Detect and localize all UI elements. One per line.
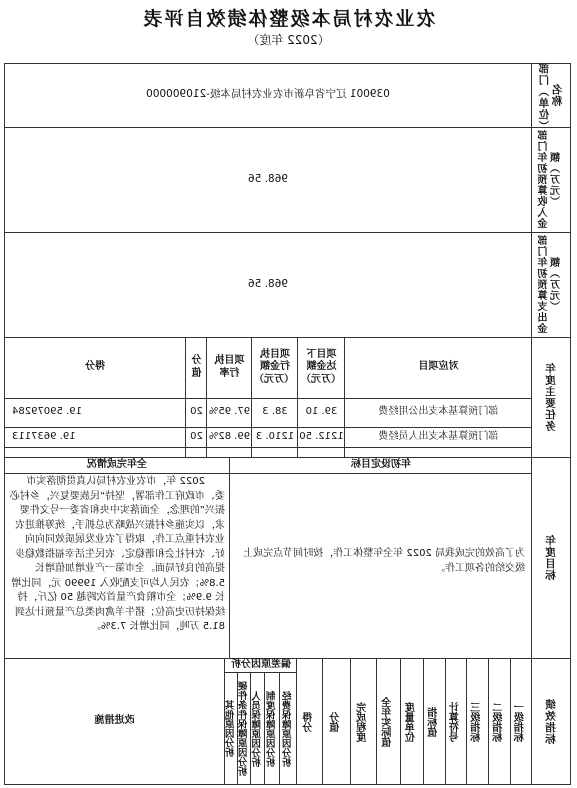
- form-title: 农业农村局本级整体绩效自评表: [141, 8, 436, 30]
- indicator-header-deviation: 偏差原因分析: [231, 658, 291, 670]
- tasks-header-budget: 项目下达金额（万元）: [301, 348, 341, 385]
- task-row-project: 部门预算基本支出公用经费: [378, 406, 499, 418]
- tasks-header-exec-amount: 项目执行金额（万元）: [254, 348, 294, 385]
- indicator-header-score: 得分: [303, 711, 315, 732]
- budget-income-value: 968. 56: [247, 172, 289, 185]
- budget-income-label: 部门年初预算收入金额（万元）: [539, 130, 563, 229]
- indicator-header-completion: 完成程度: [357, 701, 369, 742]
- goals-target-header: 年初设定目标: [351, 458, 411, 470]
- task-row-exec-rate: 99. 82%: [208, 430, 251, 442]
- tasks-header-project: 对应项目: [418, 361, 459, 373]
- indicator-dev-system: 制度保障原因分析: [266, 690, 278, 767]
- task-row-exec-amount: 1210. 3: [255, 430, 295, 442]
- budget-expense-label: 部门年初预算支出金额（万元）: [539, 235, 563, 334]
- task-row-exec-amount: 38. 3: [262, 406, 288, 418]
- indicator-dev-other: 其他原因分析: [225, 700, 237, 757]
- task-row-exec-rate: 97. 95%: [208, 406, 251, 418]
- indicator-dev-hardware: 硬件条件保障原因分析: [238, 681, 250, 776]
- indicators-section-label: 绩效指标: [544, 698, 557, 745]
- task-row-project: 部门预算基本支出人员经费: [378, 430, 499, 442]
- indicator-header-level3: 三级指标: [471, 701, 483, 742]
- goals-target-text: 为了高效的完成我局 2022 年全年整体工作，按时间节点完成上级交给的各项工作。: [243, 548, 525, 574]
- indicator-header-measures: 改进措施: [94, 715, 135, 727]
- task-row-score: 19. 9637113: [12, 430, 76, 442]
- task-row-budget: 39. 10: [305, 406, 338, 418]
- indicator-header-level2: 二级指标: [493, 701, 505, 742]
- task-row-weight: 20: [190, 430, 203, 442]
- unit-name-label: 部门（单位）名称: [538, 63, 564, 127]
- indicator-header-level1: 一级指标: [515, 701, 527, 742]
- indicator-header-actual: 全年实际值: [382, 696, 394, 747]
- indicator-header-weight: 分值: [330, 711, 342, 732]
- indicator-dev-funding: 经费保障原因分析: [282, 690, 294, 767]
- task-row-budget: 1212. 50: [299, 430, 344, 442]
- budget-expense-value: 968. 56: [247, 277, 289, 290]
- goals-section-label: 年度目标: [544, 534, 557, 581]
- goals-actual-header: 全年完成情况: [87, 458, 147, 470]
- goals-actual-text: 2022 年，市农业农村局认真贯彻落实市委、市政府工作部署，坚持“民族要复兴，乡村必振兴”的理念，全面落实中央和省委一号文件要求，以实施乡村振兴战略为总抓手，统筹推进农业农村重点工作，取得了农业发展质效同向向好、农村社会和谐稳定、农民生活幸福指数稳步提高的良好局面。全市第一产业增加值增长 5.8%；农民人均可支配收入 19990 元，同比增长 9.9%；全市粮食产量首次跨越 50 亿斤，持续保持历史高位；猪牛羊禽肉类总产量预计达到 81.5 万吨，同比增长 7.3%。: [9, 476, 225, 632]
- tasks-header-exec-rate: 项目执行率: [214, 355, 245, 379]
- unit-name-value: 039001 辽宁省阜新市农业农村局本级-210900000: [146, 88, 390, 101]
- indicator-dev-staff: 人员保障原因分析: [252, 690, 264, 767]
- form-year: （2022 年度）: [247, 33, 330, 47]
- tasks-header-score: 得分: [85, 361, 105, 373]
- task-row-score: 19. 59079284: [12, 406, 82, 418]
- indicator-header-unit: 度量单位: [406, 701, 418, 742]
- tasks-header-weight: 分值: [191, 355, 202, 379]
- indicator-header-target: 指标值: [428, 706, 440, 737]
- task-row-weight: 20: [190, 406, 203, 418]
- indicator-header-calc: 计算符号: [450, 701, 462, 742]
- tasks-section-label: 年度主要任务: [544, 362, 557, 432]
